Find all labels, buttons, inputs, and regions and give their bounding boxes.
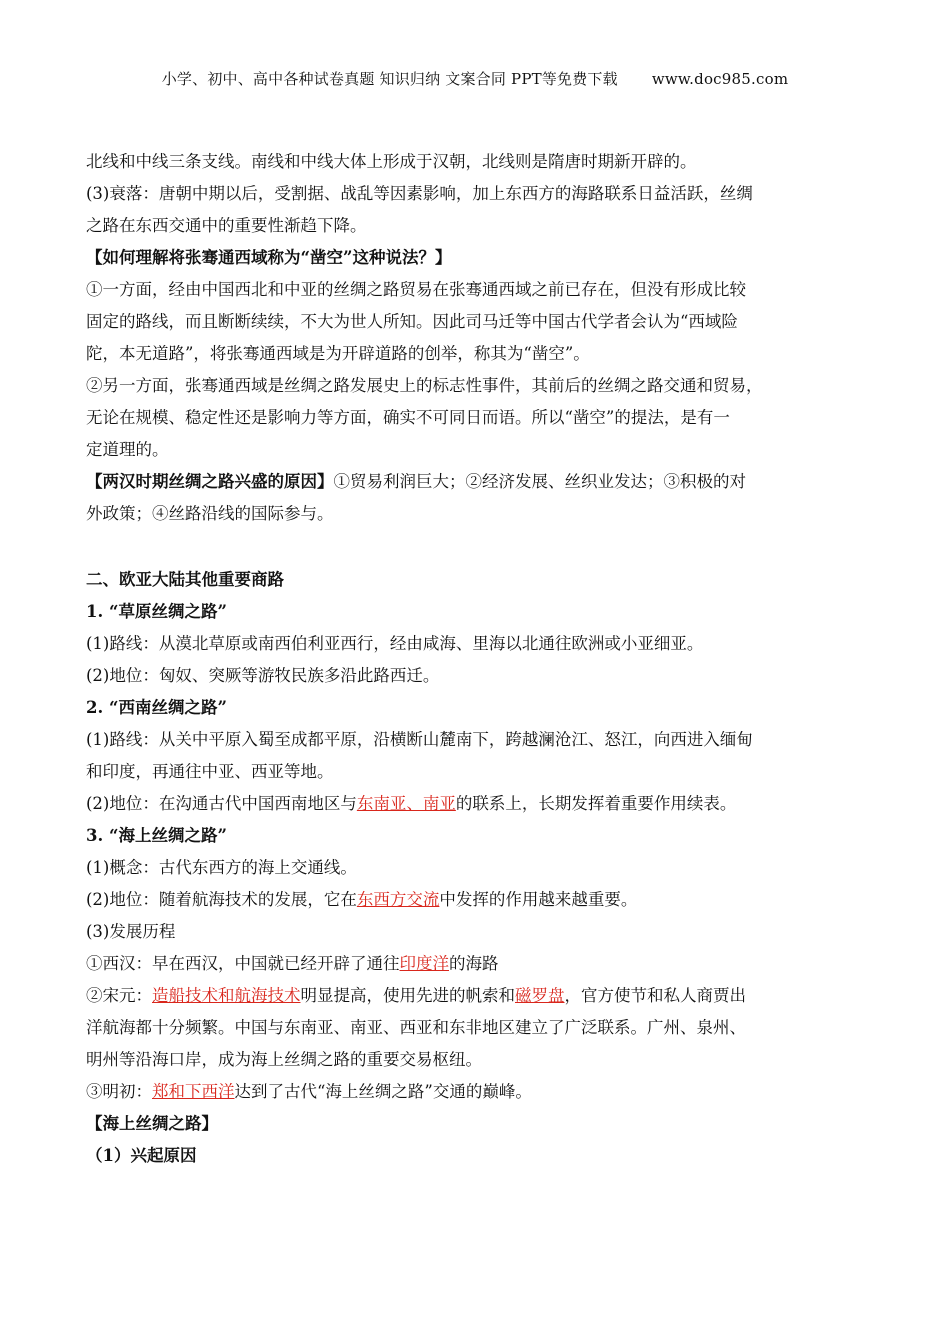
highlight-text: 造船技术和航海技术 <box>152 986 301 1005</box>
paragraph-line: 和印度，再通往中亚、西亚等地。 <box>86 762 334 781</box>
section-heading-maritime: 【海上丝绸之路】 <box>86 1114 218 1133</box>
highlight-text: 东西方交流 <box>356 890 440 909</box>
document-body <box>86 146 870 1172</box>
paragraph-line: (1)路线：从漠北草原或南西伯利亚西行，经由咸海、里海以北通往欧洲或小亚细亚。 <box>86 634 704 653</box>
paragraph-line: (3)衰落：唐朝中期以后，受割据、战乱等因素影响，加上东西方的海路联系日益活跃，丝绸 <box>86 184 753 203</box>
highlight-text: 东南亚、南亚 <box>356 794 456 813</box>
paragraph-line: 洋航海都十分频繁。中国与东南亚、南亚、西亚和东非地区建立了广泛联系。广州、泉州、 <box>86 1018 746 1037</box>
paragraph-line: ②另一方面，张骞通西域是丝绸之路发展史上的标志性事件，其前后的丝绸之路交通和贸易， <box>86 376 763 395</box>
section-heading-trade-routes: 二、欧亚大陆其他重要商路 <box>86 570 284 589</box>
header-text: 小学、初中、高中各种试卷真题 知识归纳 文案合同 PPT等免费下载 <box>161 70 618 88</box>
section-heading-zaokong: 【如何理解将张骞通西域称为“凿空”这种说法？】 <box>86 248 452 267</box>
paragraph-line: ②宋元：造船技术和航海技术明显提高，使用先进的帆索和磁罗盘，官方使节和私人商贾出 <box>86 986 746 1005</box>
paragraph-line: 明州等沿海口岸，成为海上丝绸之路的重要交易枢纽。 <box>86 1050 482 1069</box>
subheading-steppe-route: 1. “草原丝绸之路” <box>86 602 227 621</box>
paragraph-line: (2)地位：在沟通古代中国西南地区与东南亚、南亚的联系上，长期发挥着重要作用续表。 <box>86 794 737 813</box>
highlight-text: 印度洋 <box>399 954 449 973</box>
paragraph-line: 之路在东西交通中的重要性渐趋下降。 <box>86 216 367 235</box>
paragraph-line: 【两汉时期丝绸之路兴盛的原因】①贸易利润巨大；②经济发展、丝织业发达；③积极的对 <box>86 472 746 491</box>
paragraph-line: ①一方面，经由中国西北和中亚的丝绸之路贸易在张骞通西域之前已存在，但没有形成比较 <box>86 280 746 299</box>
subheading-southwest-route: 2. “西南丝绸之路” <box>86 698 227 717</box>
paragraph-line: 定道理的。 <box>86 440 169 459</box>
paragraph-line: (2)地位：匈奴、突厥等游牧民族多沿此路西迁。 <box>86 666 440 685</box>
subheading-rise-reasons: （1）兴起原因 <box>86 1146 197 1165</box>
paragraph-line: (1)路线：从关中平原入蜀至成都平原，沿横断山麓南下，跨越澜沧江、怒江，向西进入缅甸 <box>86 730 753 749</box>
subheading-maritime-route: 3. “海上丝绸之路” <box>86 826 227 845</box>
paragraph-line: 陀，本无道路”，将张骞通西域是为开辟道路的创举，称其为“凿空”。 <box>86 344 590 363</box>
paragraph-line: ③明初：郑和下西洋达到了古代“海上丝绸之路”交通的巅峰。 <box>86 1082 532 1101</box>
paragraph-line: 北线和中线三条支线。南线和中线大体上形成于汉朝，北线则是隋唐时期新开辟的。 <box>86 152 697 171</box>
highlight-text: 郑和下西洋 <box>152 1082 235 1101</box>
highlight-text: 磁罗盘 <box>515 986 565 1005</box>
inline-heading: 【两汉时期丝绸之路兴盛的原因】 <box>86 472 334 491</box>
paragraph-line: ①西汉：早在西汉，中国就已经开辟了通往印度洋的海路 <box>86 954 499 973</box>
paragraph-line: (3)发展历程 <box>86 922 176 941</box>
header-url[interactable]: www.doc985.com <box>651 70 789 88</box>
paragraph-line: 固定的路线，而且断断续续，不大为世人所知。因此司马迁等中国古代学者会认为“西域险 <box>86 312 738 331</box>
paragraph-line: 外政策；④丝路沿线的国际参与。 <box>86 504 334 523</box>
paragraph-line: (2)地位：随着航海技术的发展，它在东西方交流中发挥的作用越来越重要。 <box>86 890 638 909</box>
spacer <box>86 530 870 564</box>
paragraph-line: (1)概念：古代东西方的海上交通线。 <box>86 858 357 877</box>
page-header <box>0 68 950 89</box>
paragraph-line: 无论在规模、稳定性还是影响力等方面，确实不可同日而语。所以“凿空”的提法，是有一 <box>86 408 730 427</box>
